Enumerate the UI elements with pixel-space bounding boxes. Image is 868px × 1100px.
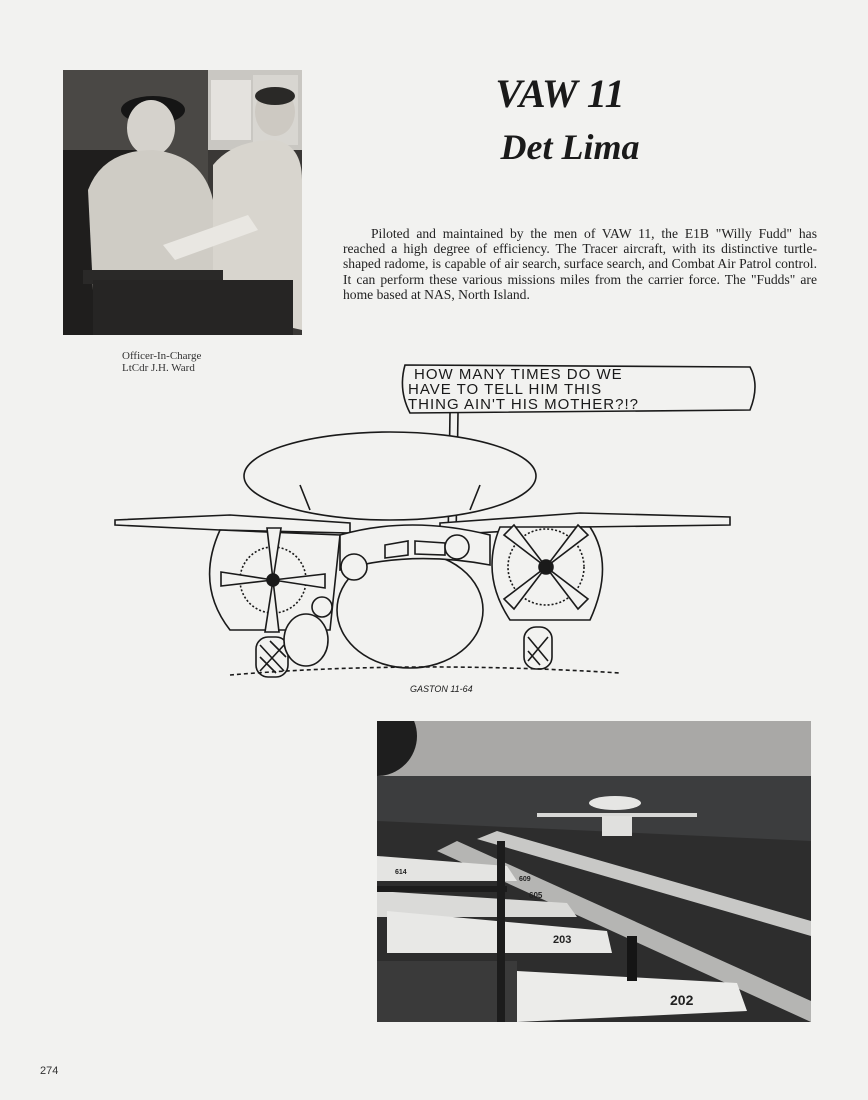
carrier-deck-photo — [377, 721, 811, 1022]
speech-line-1: HOW MANY TIMES DO WE — [414, 366, 623, 383]
caption-title: Officer-In-Charge — [122, 350, 202, 362]
aircraft-number-614: 614 — [395, 869, 407, 876]
page-number: 274 — [40, 1065, 59, 1077]
caption-name: LtCdr J.H. Ward — [122, 362, 195, 374]
speech-line-3: THING AIN'T HIS MOTHER?!? — [408, 396, 639, 413]
officers-photo — [63, 70, 302, 335]
pilot-left — [341, 554, 367, 580]
cartoon-illustration — [110, 355, 760, 710]
aircraft-number-609: 609 — [519, 876, 531, 883]
page-subtitle: Det Lima — [500, 127, 640, 167]
aircraft-number-605: 605 — [529, 891, 543, 900]
turtle-character — [284, 614, 328, 666]
radome — [244, 432, 536, 520]
aircraft-number-202: 202 — [670, 992, 694, 1008]
pilot-right — [445, 535, 469, 559]
aircraft-number-203: 203 — [553, 934, 572, 946]
artist-signature: GASTON 11-64 — [410, 684, 473, 694]
page-title: VAW 11 — [495, 71, 625, 116]
body-paragraph: Piloted and maintained by the men of VAW 11, the E1B "Willy Fudd" has reached a high degree of efficiency. The Tracer aircraft, with its distinctive turtle-shaped radome, is capable of air search, surface search, and Combat Air Patrol control. It can perform these various missions miles from the carrier force. The "Fudds" are home based at NAS, North Island. — [343, 226, 817, 302]
speech-line-2: HAVE TO TELL HIM THIS — [408, 381, 603, 398]
